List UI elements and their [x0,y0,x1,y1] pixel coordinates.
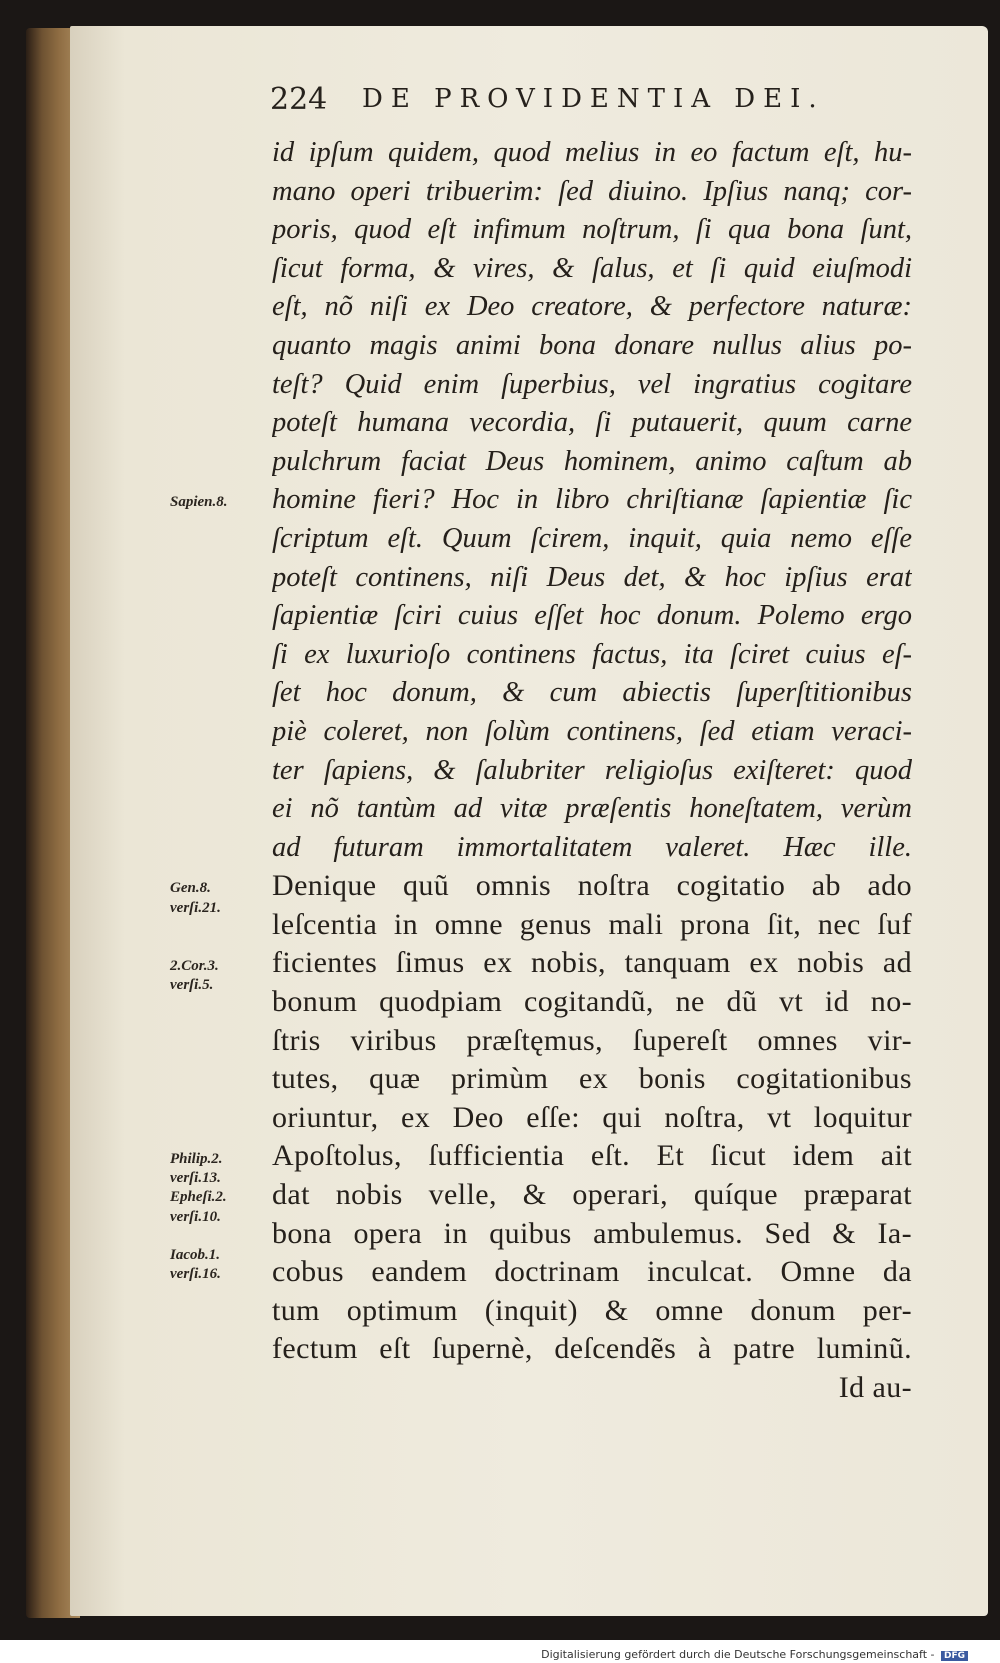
footer-credit [541,1648,968,1661]
text-line: Apoſtolus, ſufficientia eſt. Et ſicut idem ait [272,1139,912,1173]
running-title: DE PROVIDENTIA DEI. [362,84,825,114]
margin-reference: Sapien.8. [170,494,228,511]
text-line: tutes, quæ primùm ex bonis cogitationibus [272,1062,912,1096]
text-line: bonum quodpiam cogitandũ, ne dũ vt id no- [272,985,912,1019]
margin-reference: Epheſi.2. [170,1189,227,1206]
text-line: id ipſum quidem, quod melius in eo factum eſt, hu- [272,137,912,168]
text-line: pulchrum faciat Deus hominem, animo caſtum ab [272,445,912,477]
text-line: ſtris viribus præſtęmus, ſupereſt omnes vir- [272,1023,912,1057]
text-line: oriuntur, ex Deo eſſe: qui noſtra, vt loquitur [272,1100,912,1134]
page-number: 224 [270,82,328,117]
margin-reference: verſi.13. [170,1169,221,1186]
margin-reference: verſi.21. [170,899,221,916]
text-line: ſapientiæ ſciri cuius eſſet hoc donum. Polemo ergo [272,600,912,632]
margin-reference: 2.Cor.3. [170,957,219,974]
dfg-logo: DFG [941,1651,968,1661]
text-line: quanto magis animi bona donare nullus alius po- [272,329,912,361]
text-line: cobus eandem doctrinam inculcat. Omne da [272,1255,912,1289]
text-line: leſcentia in omne genus mali prona ſit, nec ſuf [272,907,912,941]
text-line: ter ſapiens, & ſalubriter religioſus exiſteret: quod [272,754,912,786]
text-line: dat nobis velle, & operari, quíque præparat [272,1178,912,1212]
text-line: tum optimum (inquit) & omne donum per- [272,1293,912,1327]
margin-reference: Philip.2. [170,1150,223,1167]
margin-reference: Iacob.1. [170,1247,220,1264]
margin-reference: verſi.10. [170,1208,221,1225]
text-line: ficientes ſimus ex nobis, tanquam ex nobis ad [272,946,912,980]
text-line: fectum eſt ſupernè, deſcendẽs à patre luminũ. [272,1332,912,1366]
body-text [272,134,912,1408]
margin-reference: verſi.5. [170,976,214,993]
text-line: homine fieri? Hoc in libro chriſtianæ ſapientiæ ſic [272,484,912,516]
text-line: ſi ex luxurioſo continens factus, ita ſciret cuius eſ- [272,638,912,670]
text-line: piè coleret, non ſolùm continens, ſed etiam veraci- [272,715,912,747]
text-line: eſt, nõ niſi ex Deo creatore, & perfectore naturæ: [272,291,912,323]
text-line: ſet hoc donum, & cum abiectis ſuperſtitionibus [272,677,912,709]
text-line: teſt? Quid enim ſuperbius, vel ingratius cogitare [272,368,912,400]
text-line: ſicut forma, & vires, & ſalus, et ſi quid eiuſmodi [272,252,912,284]
margin-reference: verſi.16. [170,1266,221,1283]
text-line: poteſt humana vecordia, ſi putauerit, quum carne [272,407,912,439]
page-header [270,82,890,122]
text-line: ei nõ tantùm ad vitæ præſentis honeſtatem, verùm [272,793,912,825]
text-line: Id au- [838,1371,912,1404]
text-line: poteſt continens, niſi Deus det, & hoc ipſius erat [272,561,912,593]
text-line: poris, quod eſt infimum noſtrum, ſi qua bona ſunt, [272,214,912,246]
margin-reference: Gen.8. [170,880,211,897]
text-line: Denique quũ omnis noſtra cogitatio ab ado [272,869,912,903]
text-line: mano operi tribuerim: ſed diuino. Ipſius nanq; cor- [272,175,912,207]
footer-credit-text: Digitalisierung gefördert durch die Deutsche Forschungsgemeinschaft - [541,1648,935,1661]
text-line: ad futuram immortalitatem valeret. Hæc ille. [272,831,912,863]
text-line: ſcriptum eſt. Quum ſcirem, inquit, quia nemo eſſe [272,522,912,554]
text-line: bona opera in quibus ambulemus. Sed & Ia- [272,1216,912,1250]
